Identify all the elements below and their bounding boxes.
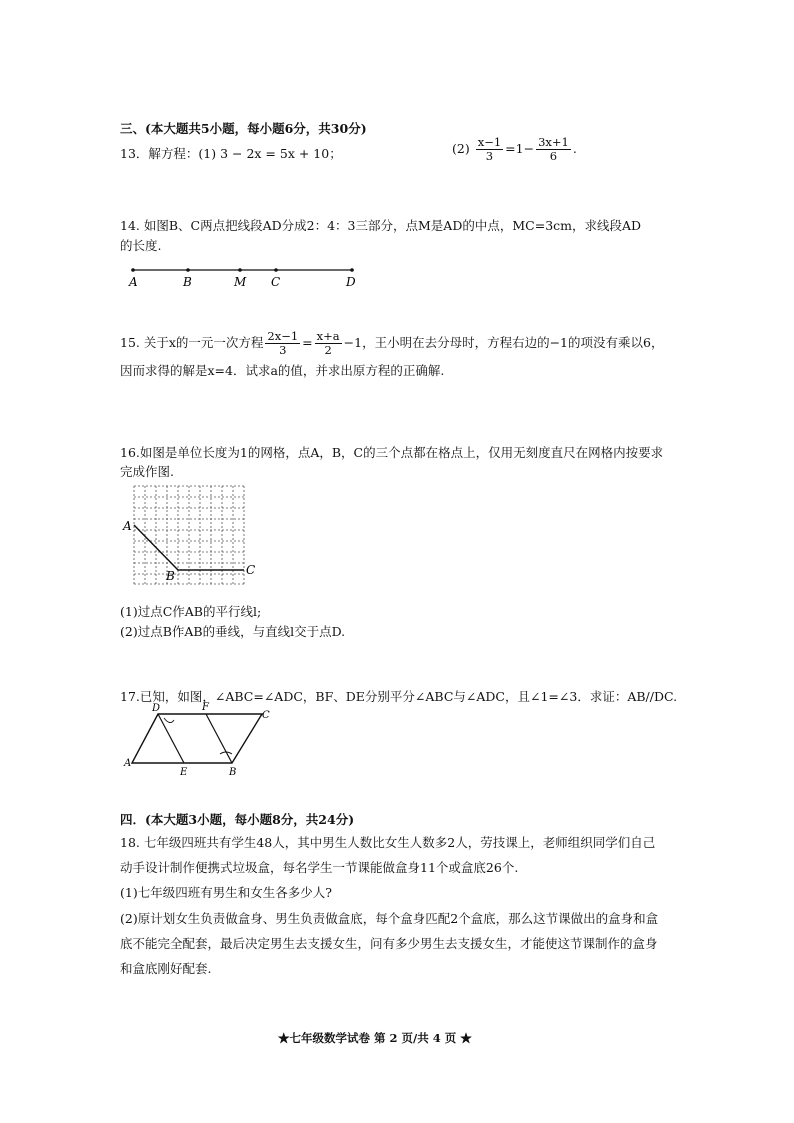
q17-label-e: E [180,767,188,778]
q17-parallelogram-figure [120,700,285,780]
q15-fraction-2: $\frac{x+a}{2}$ [316,329,340,357]
q14-line2: 的长度. [120,238,162,253]
q18-line2: 动手设计制作便携式垃圾盒，每名学生一节课能做盒身11个或盒底26个. [120,860,519,875]
q13-number: 13．解方程： [120,146,199,161]
q16-line2: 完成作图. [120,464,174,479]
q18-sub1: (1)七年级四班有男生和女生各多少人? [120,885,332,900]
q15-fraction-1: $\frac{2x-1}{3}$ [267,329,299,357]
q14-label-b: B [183,275,192,289]
q16-grid-figure [120,480,270,592]
q17-label-d: D [152,703,161,714]
section3-title: 三、(本大题共5小题，每小题6分，共30分) [120,121,367,136]
q13-part2 [452,136,577,163]
q13-end: . [572,141,577,156]
q13-part2-label: (2) [452,141,470,156]
q16-sub1: (1)过点C作AB的平行线l; [120,604,262,619]
q14-label-m: M [234,275,247,289]
q15-suffix: −1，王小明在去分母时，方程右边的−1的项没有乘以6， [343,335,664,350]
q18-sub2-line2: 底不能完全配套，最后决定男生去支援女生，问有多少男生去支援女生，才能使这节课制作的盒身 [120,936,658,951]
q14-line1: 14. 如图B、C两点把线段AD分成2：4：3三部分，点M是AD的中点，MC=3cm，求线段AD [120,218,642,233]
q13-mid: =1− [505,141,535,156]
q17-label-c: C [262,710,270,721]
q16-label-c: C [246,563,256,577]
q15-line1 [120,330,663,357]
q18-sub2-line3: 和盒底刚好配套. [120,961,212,976]
q14-label-d: D [346,275,356,289]
q14-label-c: C [271,275,281,289]
section4-title: 四．(本大题3小题，每小题8分，共24分) [120,812,355,827]
q16-label-a: A [123,519,132,533]
q13-part1 [120,146,342,162]
q18-sub2-line1: (2)原计划女生负责做盒身、男生负责做盒底，每个盒身匹配2个盒底，那么这节课做出的盒身和盒 [120,911,659,926]
q13-fraction-2: $\frac{3x+1}{6}$ [538,135,569,163]
q16-label-b: B [166,569,175,583]
page-footer: ★七年级数学试卷 第 2 页/共 4 页 ★ [278,1031,472,1045]
q15-prefix: 15. 关于x的一元一次方程 [120,335,264,350]
q15-line2: 因而求得的解是x=4．试求a的值，并求出原方程的正确解. [120,363,445,378]
q15-equals: = [302,335,313,350]
q16-sub2: (2)过点B作AB的垂线，与直线l交于点D. [120,624,346,639]
q14-segment-figure [120,260,370,292]
q17-label-b: B [229,767,237,778]
q17-label-a: A [124,758,132,769]
q13-equation-1: (1) 3 − 2x = 5x + 10； [198,146,342,161]
q18-line1: 18. 七年级四班共有学生48人，其中男生人数比女生人数多2人，劳技课上，老师组织同学们自己 [120,835,656,850]
q13-fraction-1: $\frac{x-1}{3}$ [477,135,502,163]
q16-line1: 16.如图是单位长度为1的网格，点A，B，C的三个点都在格点上，仅用无刻度直尺在网格内按要求 [120,445,664,460]
q14-label-a: A [129,275,138,289]
q17-line1: 17.已知，如图，∠ABC=∠ADC，BF、DE分别平分∠ABC与∠ADC，且∠1=∠3．求证：AB//DC. [120,689,678,704]
q17-label-f: F [202,702,209,713]
